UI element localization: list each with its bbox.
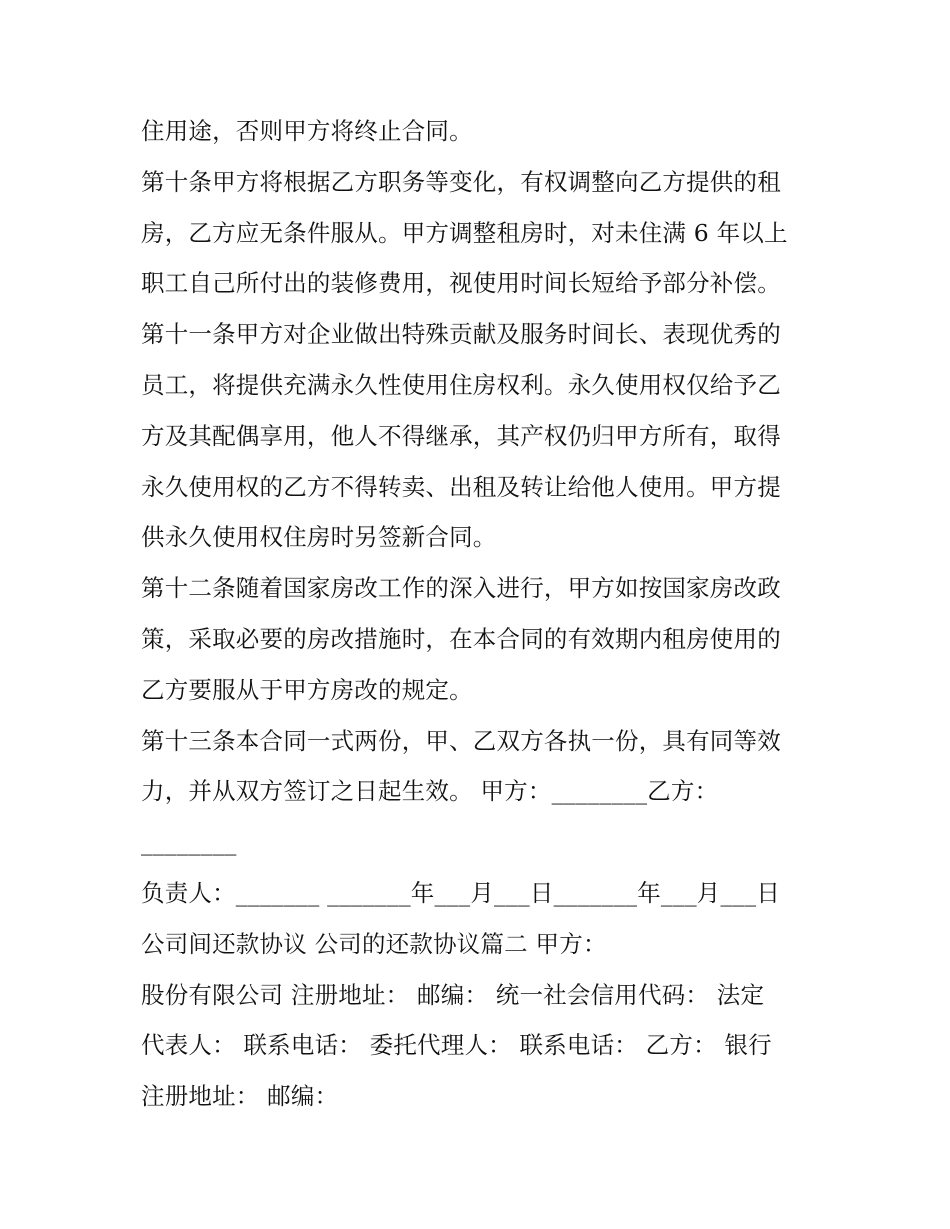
text-line-13: 第十三条本合同一式两份，甲、乙双方各执一份，具有同等效 xyxy=(141,726,781,755)
text-line-11: 策，采取必要的房改措施时，在本合同的有效期内租房使用的 xyxy=(141,624,781,653)
text-line-3: 房，乙方应无条件服从。甲方调整租房时，对未住满 6 年以上 xyxy=(141,218,788,247)
text-line-4: 职工自己所付出的装修费用，视使用时间长短给予部分补偿。 xyxy=(141,269,781,298)
text-line-2: 第十条甲方将根据乙方职务等变化，有权调整向乙方提供的租 xyxy=(141,167,781,196)
text-line-10: 第十二条随着国家房改工作的深入进行，甲方如按国家房改政 xyxy=(141,574,781,603)
text-line-1: 住用途，否则甲方将终止合同。 xyxy=(141,117,473,145)
text-line-7: 方及其配偶享用，他人不得继承，其产权仍归甲方所有，取得 xyxy=(141,421,781,450)
text-line-19: 代表人： 联系电话： 委托代理人： 联系电话： 乙方： 银行 xyxy=(141,1031,772,1060)
text-line-5: 第十一条甲方对企业做出特殊贡献及服务时间长、表现优秀的 xyxy=(141,320,781,349)
text-line-16: 负责人：_______ _______年___月___日_______年___月___日 xyxy=(141,878,781,907)
text-line-15: ________ xyxy=(141,828,237,857)
text-line-6: 员工，将提供充满永久性使用住房权利。永久使用权仅给予乙 xyxy=(141,370,781,399)
text-line-12: 乙方要服从于甲方房改的规定。 xyxy=(141,675,473,704)
text-line-18: 股份有限公司 注册地址： 邮编： 统一社会信用代码： 法定 xyxy=(141,980,765,1009)
text-line-8: 永久使用权的乙方不得转卖、出租及转让给他人使用。甲方提 xyxy=(141,472,781,501)
text-line-9: 供永久使用权住房时另签新合同。 xyxy=(141,523,497,552)
text-line-17: 公司间还款协议 公司的还款协议篇二 甲方： xyxy=(141,929,607,958)
text-line-14: 力，并从双方签订之日起生效。 甲方：________乙方： xyxy=(141,777,719,806)
document-page xyxy=(141,106,813,1122)
text-line-20: 注册地址： 邮编： xyxy=(141,1082,339,1111)
